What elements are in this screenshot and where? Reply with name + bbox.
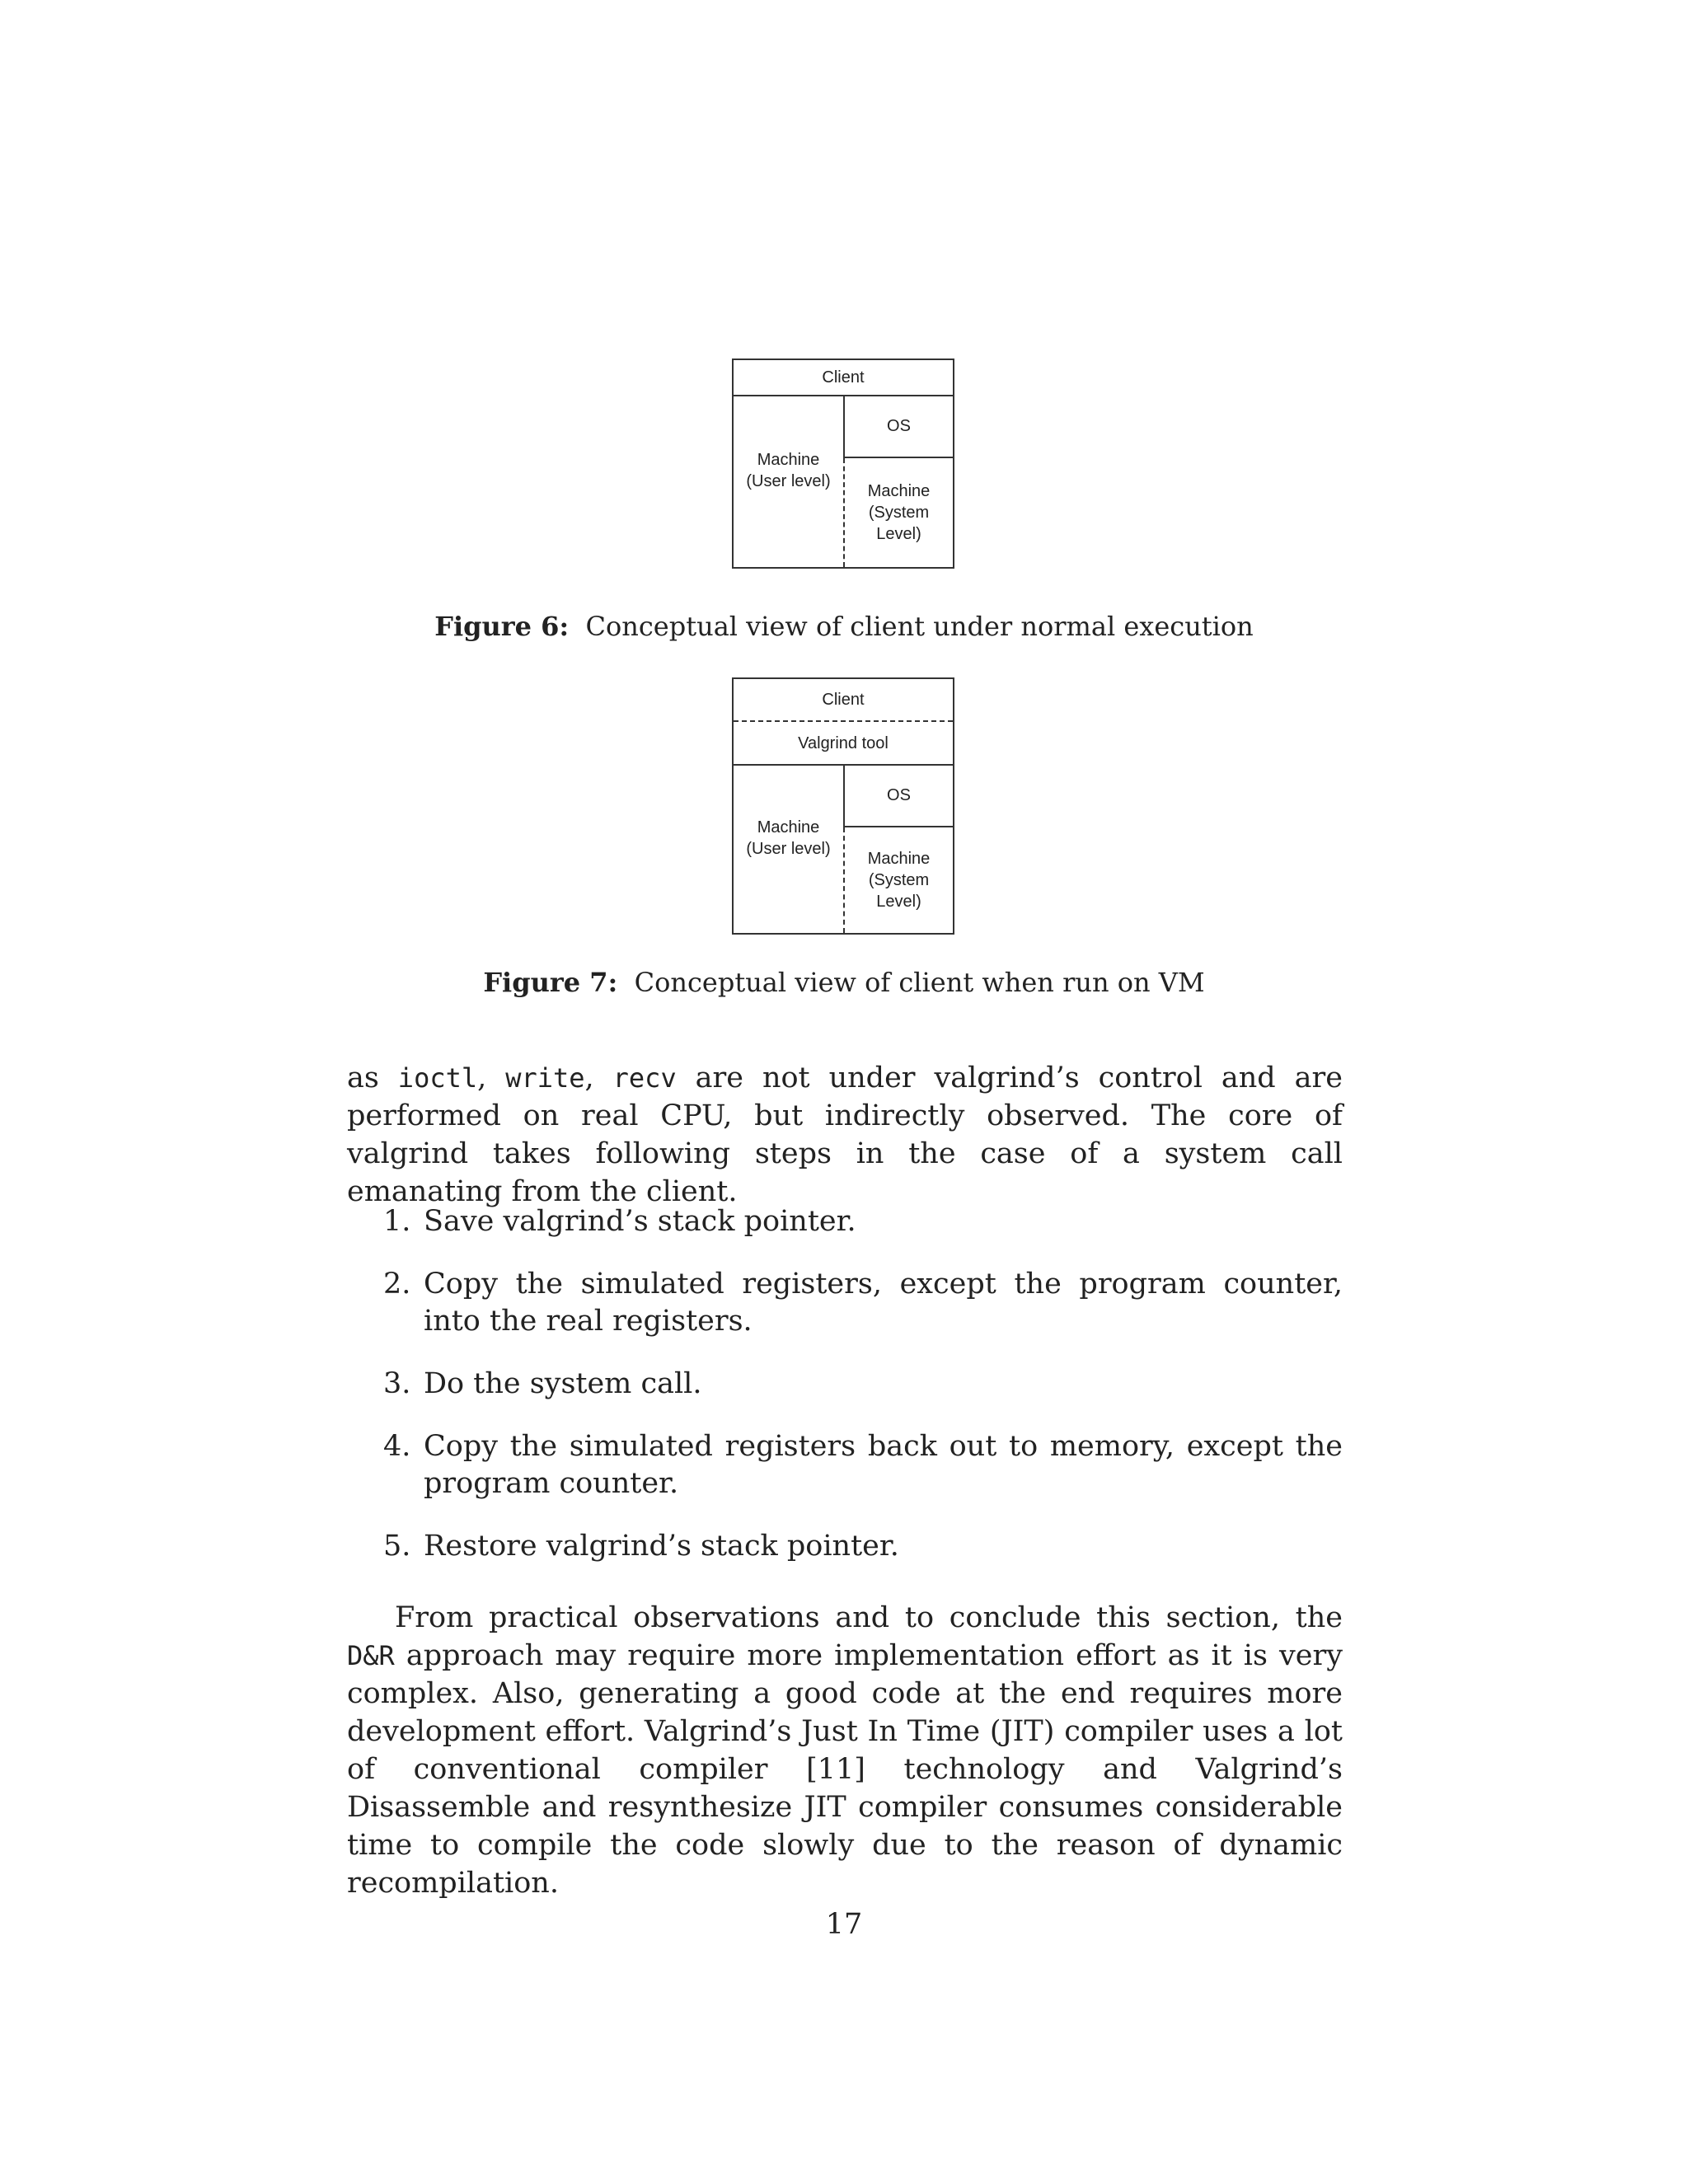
figure-6-diagram xyxy=(732,359,954,569)
machine-user-level: Machine (User level) xyxy=(746,450,831,490)
caption-text: Conceptual view of client under normal execution xyxy=(585,611,1254,642)
list-item xyxy=(347,1428,1343,1502)
os-layer: OS xyxy=(887,417,911,435)
code-dr: D&R xyxy=(347,1640,395,1671)
figure-7-caption xyxy=(0,966,1688,999)
list-item xyxy=(347,1528,1343,1565)
caption-text: Conceptual view of client when run on VM xyxy=(634,967,1205,998)
paragraph-conclusion xyxy=(347,1599,1343,1902)
text-fragment: approach may require more implementation effort as it is very complex. Also, generating a good code at the end requires more development effort. Valgrind’s Just In Time (JIT) compiler uses a lot of conventional compiler [11] technology and Valgrind’s Disassemble and resynthesize JIT compiler consumes considerable time to compile the code slowly due to the reason of dynamic recompilation. xyxy=(347,1639,1343,1900)
valgrind-tool-layer: Valgrind tool xyxy=(798,733,889,752)
text-fragment: From practical observations and to conclude this section, the xyxy=(395,1601,1343,1634)
code-ioctl: ioctl xyxy=(397,1062,478,1094)
text-fragment: are not under valgrind’s control and are performed on real CPU, but indirectly observed. The core of valgrind takes following steps in the case of a system call emanating from the client. xyxy=(347,1062,1343,1208)
machine-user-level: Machine (User level) xyxy=(746,818,831,858)
caption-label: Figure 7: xyxy=(483,967,618,998)
os-layer: OS xyxy=(887,786,911,804)
client-layer: Client xyxy=(822,690,865,709)
list-number: 1. xyxy=(383,1205,411,1238)
list-number: 4. xyxy=(383,1430,411,1463)
list-item xyxy=(347,1203,1343,1240)
caption-label: Figure 6: xyxy=(434,611,570,642)
list-text: Copy the simulated registers, except the program counter, into the real registers. xyxy=(424,1268,1343,1338)
figure-7-diagram xyxy=(732,677,954,935)
machine-system-level: Machine (System Level) xyxy=(867,482,931,543)
list-number: 5. xyxy=(383,1530,411,1563)
paragraph-syscall-intro xyxy=(347,1059,1343,1211)
client-layer: Client xyxy=(822,368,865,387)
list-text: Restore valgrind’s stack pointer. xyxy=(424,1530,899,1563)
list-item xyxy=(347,1266,1343,1340)
list-text: Save valgrind’s stack pointer. xyxy=(424,1205,856,1238)
page-number: 17 xyxy=(825,1908,863,1941)
text-fragment: as xyxy=(347,1062,398,1094)
list-text: Do the system call. xyxy=(424,1367,702,1400)
code-recv: recv xyxy=(612,1062,677,1094)
list-text: Copy the simulated registers back out to memory, except the program counter. xyxy=(424,1430,1343,1500)
text-fragment: , xyxy=(584,1062,613,1094)
list-number: 2. xyxy=(383,1268,411,1301)
list-item xyxy=(347,1366,1343,1403)
syscall-steps-list xyxy=(347,1203,1343,1591)
list-number: 3. xyxy=(383,1367,411,1400)
text-fragment: , xyxy=(477,1062,506,1094)
code-write: write xyxy=(505,1062,585,1094)
machine-system-level: Machine (System Level) xyxy=(867,850,931,911)
figure-6-caption xyxy=(0,610,1688,643)
